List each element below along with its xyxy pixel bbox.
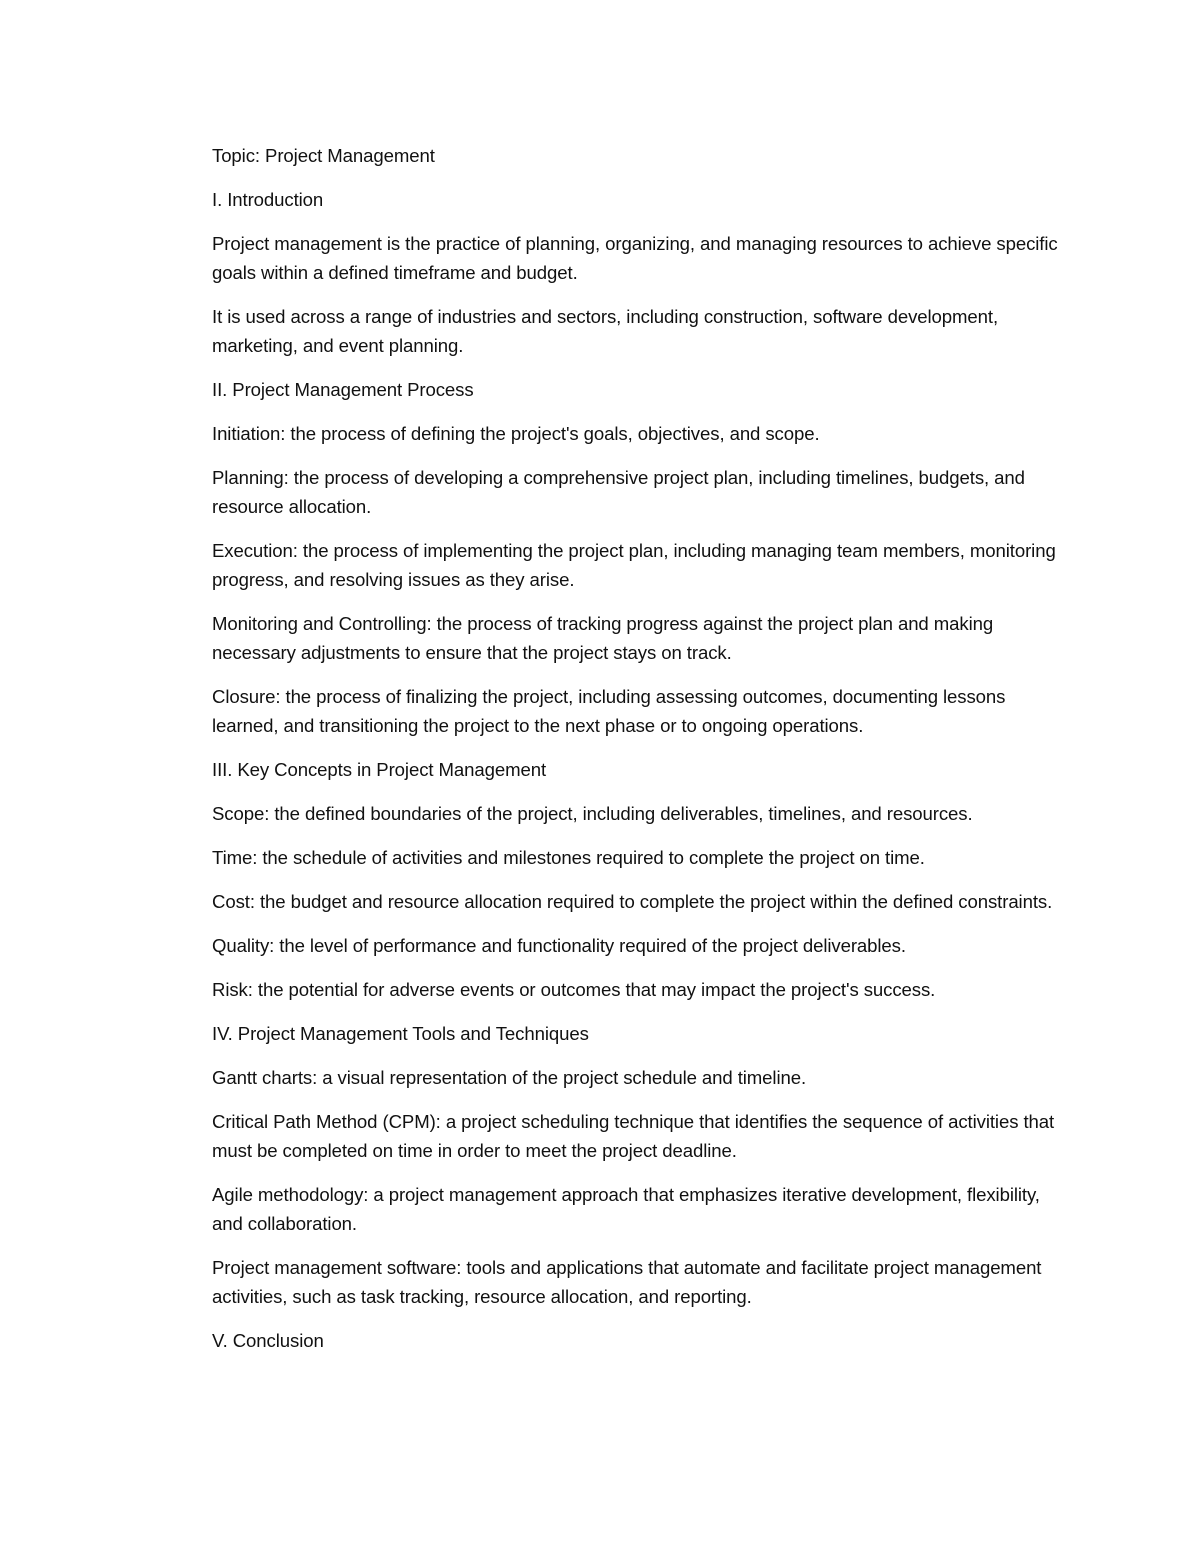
section-heading-introduction: I. Introduction xyxy=(212,189,324,210)
paragraph: Risk: the potential for adverse events or outcomes that may impact the project's success. xyxy=(212,979,936,1000)
paragraph: Planning: the process of developing a comprehensive project plan, including timelines, budgets, and resource allocation. xyxy=(212,467,1025,517)
section-heading-tools: IV. Project Management Tools and Techniques xyxy=(212,1023,589,1044)
document-topic: Topic: Project Management xyxy=(212,145,435,166)
paragraph: Initiation: the process of defining the project's goals, objectives, and scope. xyxy=(212,423,820,444)
paragraph: Project management is the practice of planning, organizing, and managing resources to achieve specific goals within a defined timeframe and budget. xyxy=(212,233,1058,283)
paragraph: Gantt charts: a visual representation of the project schedule and timeline. xyxy=(212,1067,807,1088)
paragraph: Agile methodology: a project management approach that emphasizes iterative development, flexibility, and collaboration. xyxy=(212,1184,1040,1234)
paragraph: It is used across a range of industries and sectors, including construction, software development, marketing, and event planning. xyxy=(212,306,999,356)
paragraph: Cost: the budget and resource allocation required to complete the project within the defined constraints. xyxy=(212,891,1053,912)
paragraph: Project management software: tools and applications that automate and facilitate project management activities, such as task tracking, resource allocation, and reporting. xyxy=(212,1257,1042,1307)
paragraph: Time: the schedule of activities and milestones required to complete the project on time. xyxy=(212,847,925,868)
document-body xyxy=(212,141,1072,1370)
section-heading-conclusion: V. Conclusion xyxy=(212,1330,324,1351)
paragraph: Monitoring and Controlling: the process of tracking progress against the project plan and making necessary adjustments to ensure that the project stays on track. xyxy=(212,613,994,663)
paragraph: Closure: the process of finalizing the project, including assessing outcomes, documenting lessons learned, and transitioning the project to the next phase or to ongoing operations. xyxy=(212,686,1006,736)
section-heading-process: II. Project Management Process xyxy=(212,379,474,400)
paragraph: Critical Path Method (CPM): a project scheduling technique that identifies the sequence of activities that must be completed on time in order to meet the project deadline. xyxy=(212,1111,1055,1161)
paragraph: Execution: the process of implementing the project plan, including managing team members, monitoring progress, and resolving issues as they arise. xyxy=(212,540,1056,590)
paragraph: Scope: the defined boundaries of the project, including deliverables, timelines, and resources. xyxy=(212,803,973,824)
section-heading-key-concepts: III. Key Concepts in Project Management xyxy=(212,759,547,780)
paragraph: Quality: the level of performance and functionality required of the project deliverables. xyxy=(212,935,906,956)
